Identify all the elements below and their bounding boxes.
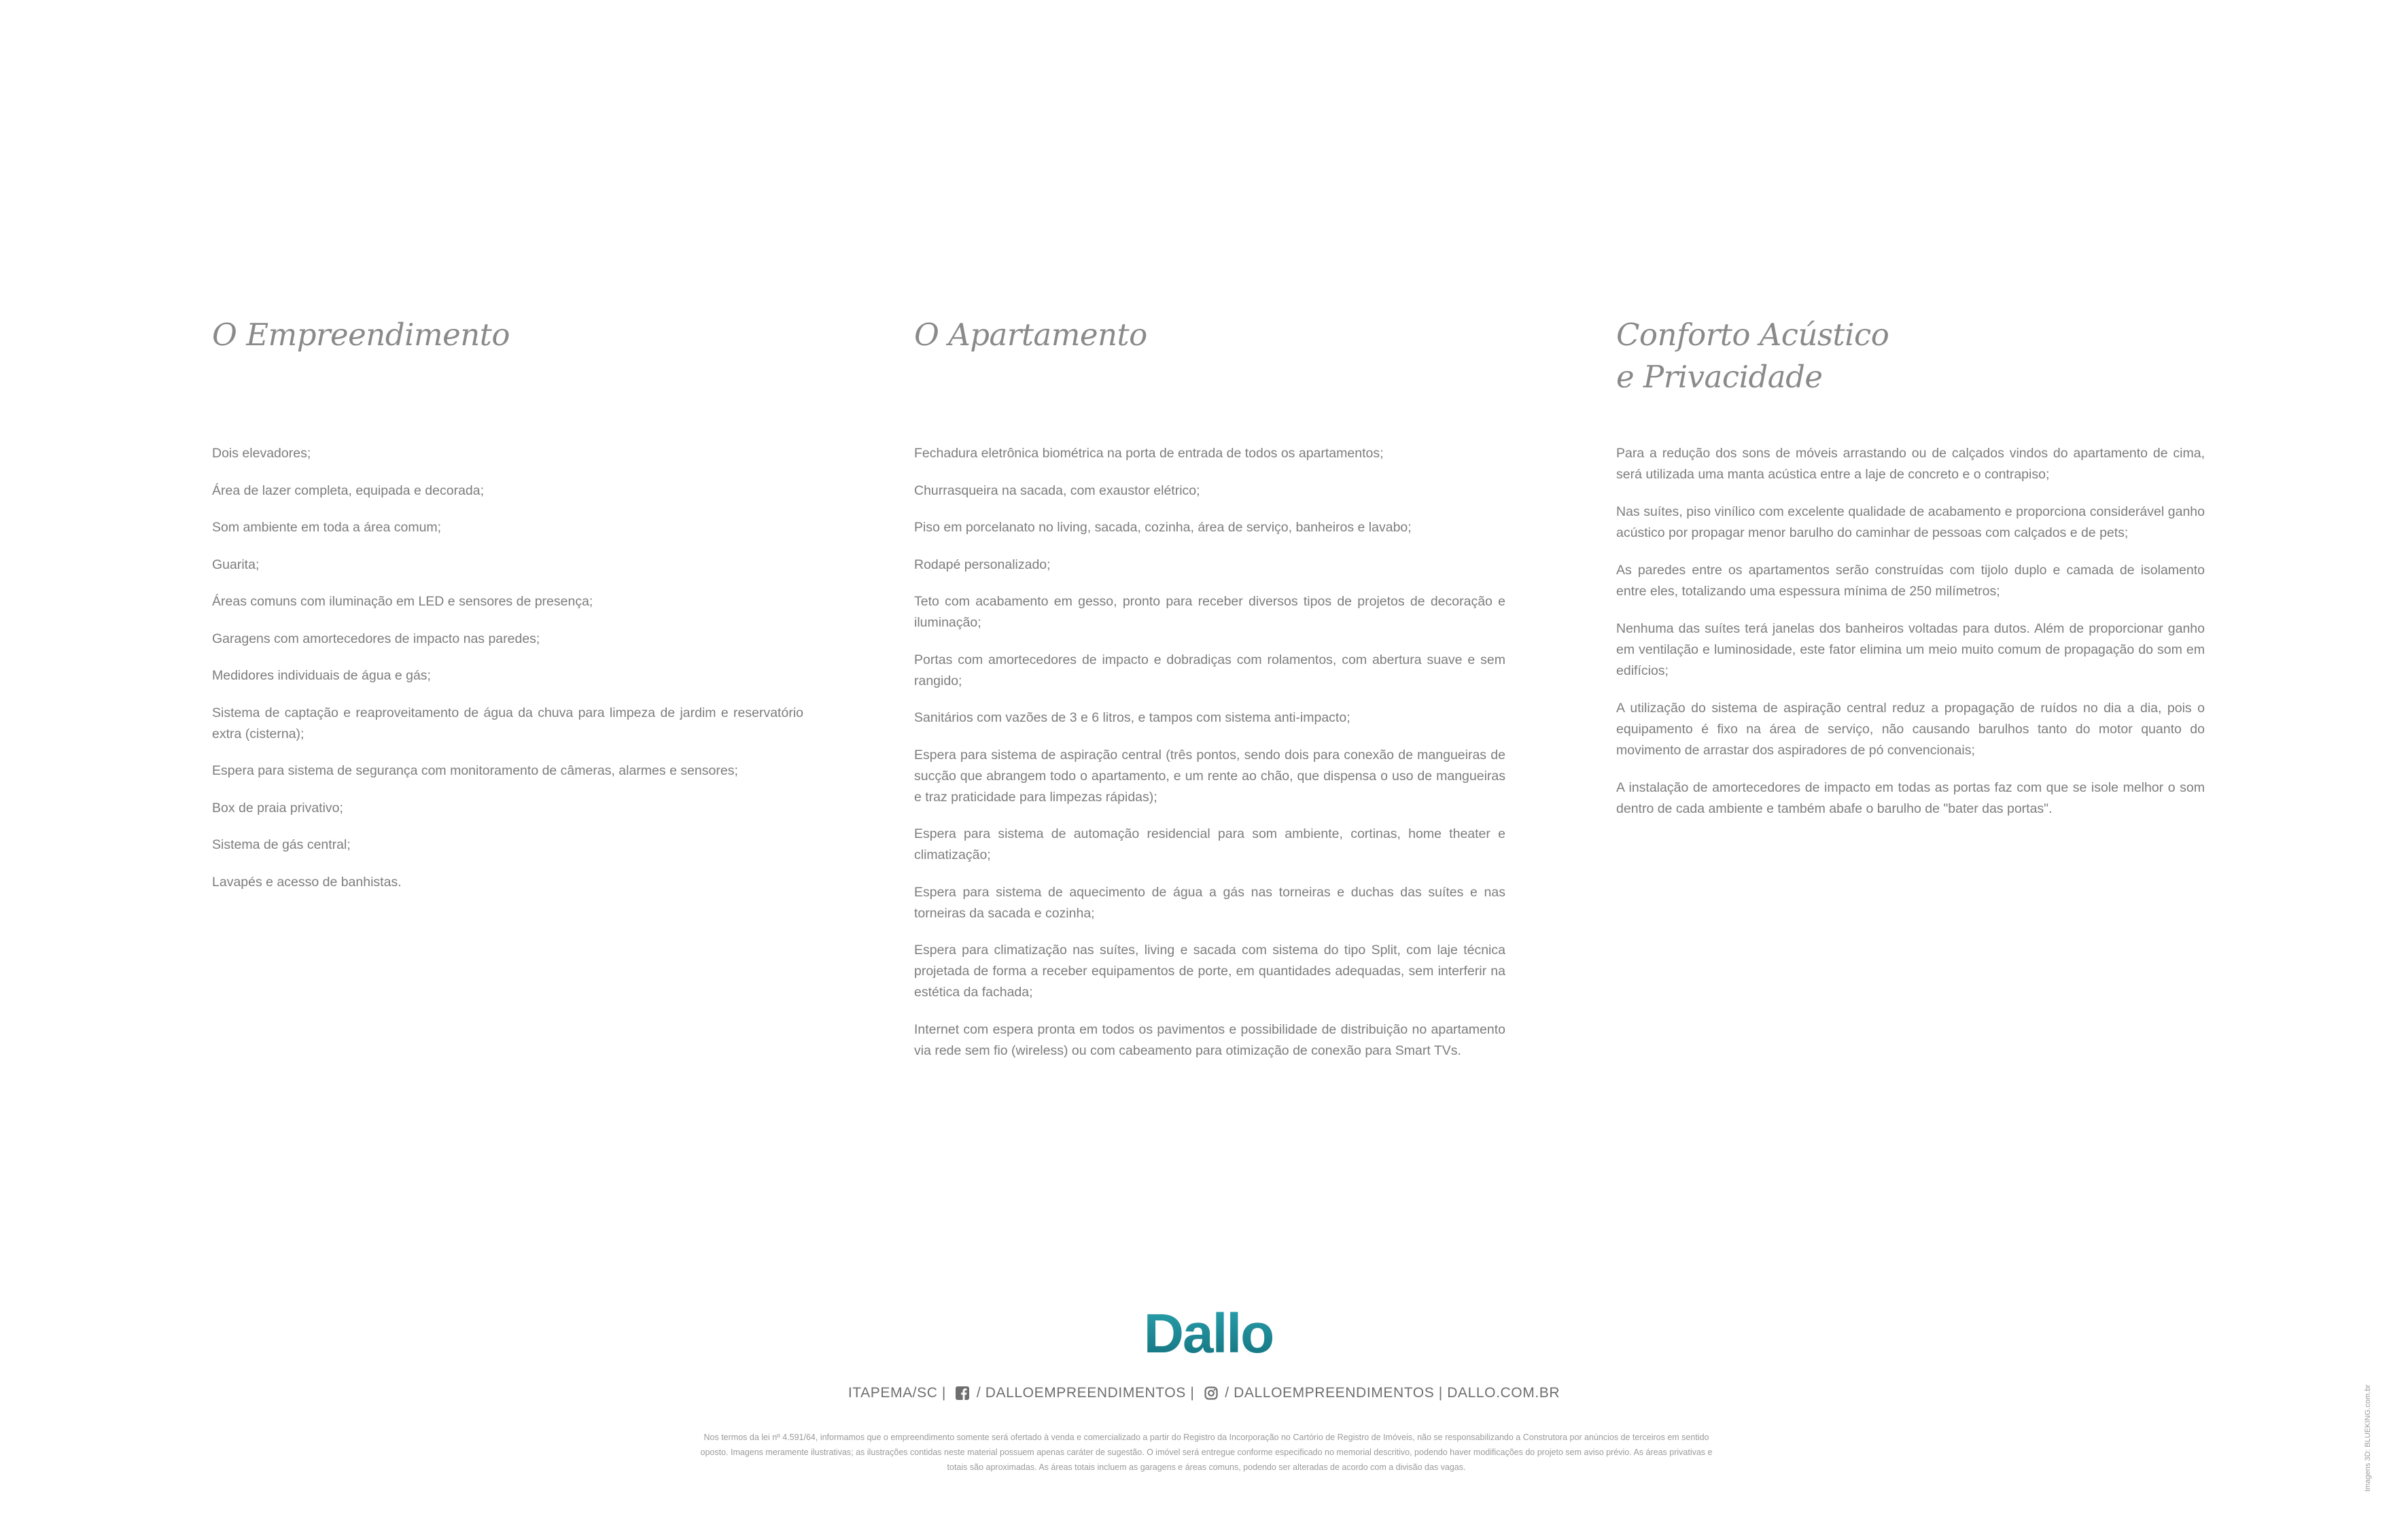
section-title-line: O Empreendimento <box>212 317 510 353</box>
feature-item: Internet com espera pronta em todos os pavimentos e possibilidade de distribuição no apartamento via rede sem fio (wireless) ou com cabeamento para otimização de conexão para Smart TVs. <box>914 1021 1505 1058</box>
feature-item: Som ambiente em toda a área comum; <box>212 520 442 535</box>
footer-contacts <box>0 1385 2408 1401</box>
feature-item: Medidores individuais de água e gás; <box>212 668 431 683</box>
feature-item: Teto com acabamento em gesso, pronto para receber diversos tipos de projetos de decoração e iluminação; <box>914 594 1505 630</box>
section-title-line: O Apartamento <box>914 317 1147 353</box>
feature-item: Nas suítes, piso vinílico com excelente qualidade de acabamento e proporciona considerável ganho acústico por propagar menor barulho do caminhar de pessoas com calçados e de pets; <box>1616 504 2205 540</box>
legal-disclaimer: Nos termos da lei nº 4.591/64, informamos que o empreendimento somente será ofertado à venda e comercializado a partir do Registro da Incorporação no Cartório de Registro de Imóveis, não se responsabilizando a Construtora por anúncios de terceiros em sentido oposto. Imagens meramente ilustrativas; as ilustrações contidas neste material possuem apenas caráter de sugestão. O imóvel será entregue conforme especificado no memorial descritivo, podendo haver modificações do projeto sem aviso prévio. As áreas privativas e totais são aproximadas. As áreas totais incluem as garagens e áreas comuns, podendo ser alteradas de acordo com a divisão das vagas. <box>700 1433 1713 1472</box>
section-title-line: Conforto Acústico <box>1616 317 1889 353</box>
column-apartamento <box>914 314 1505 1077</box>
feature-item: Fechadura eletrônica biométrica na porta de entrada de todos os apartamentos; <box>914 446 1384 461</box>
instagram-link[interactable]: / DALLOEMPREENDIMENTOS | DALLO.COM.BR <box>1225 1385 1560 1401</box>
feature-item: Para a redução dos sons de móveis arrastando ou de calçados vindos do apartamento de cima, será utilizada uma manta acústica entre a laje de concreto e o contrapiso; <box>1616 446 2205 482</box>
section-title <box>1616 314 2205 443</box>
section-title <box>212 314 803 443</box>
feature-item: Guarita; <box>212 557 260 572</box>
section-title <box>914 314 1505 443</box>
feature-item: Espera para sistema de aquecimento de água a gás nas torneiras e duchas das suítes e nas torneiras da sacada e cozinha; <box>914 884 1505 921</box>
feature-item: A instalação de amortecedores de impacto em todas as portas faz com que se isole melhor o som dentro de cada ambiente e também abafe o barulho de "bater das portas". <box>1616 780 2205 816</box>
feature-item: Lavapés e acesso de banhistas. <box>212 874 402 890</box>
feature-item: Áreas comuns com iluminação em LED e sensores de presença; <box>212 594 593 609</box>
image-credit: Imagens 3D: BLUEKING.com.br <box>2364 1384 2372 1492</box>
feature-item: Espera para sistema de segurança com monitoramento de câmeras, alarmes e sensores; <box>212 763 738 778</box>
feature-item: Piso em porcelanato no living, sacada, cozinha, área de serviço, banheiros e lavabo; <box>914 520 1412 535</box>
feature-item: Nenhuma das suítes terá janelas dos banheiros voltadas para dutos. Além de proporcionar ganho em ventilação e luminosidade, este fator elimina um meio muito comum de propagação do som em edifícios; <box>1616 621 2205 678</box>
feature-list <box>1616 443 2205 820</box>
feature-item: Churrasqueira na sacada, com exaustor elétrico; <box>914 483 1200 498</box>
feature-item: Espera para climatização nas suítes, living e sacada com sistema do tipo Split, com laje técnica projetada de forma a receber equipamentos de porte, em quantidades adequadas, sem interferir na estética da fachada; <box>914 943 1505 1000</box>
facebook-icon[interactable] <box>956 1386 969 1400</box>
feature-item: Sanitários com vazões de 3 e 6 litros, e tampos com sistema anti-impacto; <box>914 710 1350 725</box>
logo-text: Dallo <box>1143 1308 1274 1362</box>
feature-item: Rodapé personalizado; <box>914 557 1051 572</box>
location-text: ITAPEMA/SC | <box>848 1385 946 1401</box>
feature-item: Dois elevadores; <box>212 446 311 461</box>
feature-item: Garagens com amortecedores de impacto nas paredes; <box>212 631 540 646</box>
feature-item: Sistema de captação e reaproveitamento de água da chuva para limpeza de jardim e reservatório extra (cisterna); <box>212 705 803 741</box>
column-empreendimento <box>212 314 803 909</box>
feature-item: As paredes entre os apartamentos serão construídas com tijolo duplo e camada de isolamento entre eles, totalizando uma espessura mínima de 250 milímetros; <box>1616 563 2205 599</box>
feature-item: Portas com amortecedores de impacto e dobradiças com rolamentos, com abertura suave e sem rangido; <box>914 652 1505 688</box>
feature-list <box>212 443 803 893</box>
feature-item: Espera para sistema de automação residencial para som ambiente, cortinas, home theater e climatização; <box>914 826 1505 862</box>
feature-item: Box de praia privativo; <box>212 800 343 816</box>
dallo-logo <box>1120 1308 1297 1362</box>
column-conforto-acustico <box>1616 314 2205 836</box>
feature-item: A utilização do sistema de aspiração central reduz a propagação de ruídos no dia a dia, pois o equipamento é fixo na área de serviço, não causando barulhos tanto do motor quanto do movimento de arrastar dos aspiradores de pó convencionais; <box>1616 701 2205 758</box>
feature-item: Sistema de gás central; <box>212 837 351 852</box>
feature-list <box>914 443 1505 1062</box>
instagram-icon[interactable] <box>1204 1386 1218 1400</box>
section-title-line: e Privacidade <box>1616 359 1823 395</box>
feature-item: Área de lazer completa, equipada e decorada; <box>212 483 485 498</box>
feature-item: Espera para sistema de aspiração central (três pontos, sendo dois para conexão de mangueiras de sucção que abrangem todo o apartamento, e um rente ao chão, que dispensa o uso de mangueiras e traz praticidade para limpezas rápidas); <box>914 747 1505 805</box>
facebook-link[interactable]: / DALLOEMPREENDIMENTOS | <box>976 1385 1195 1401</box>
